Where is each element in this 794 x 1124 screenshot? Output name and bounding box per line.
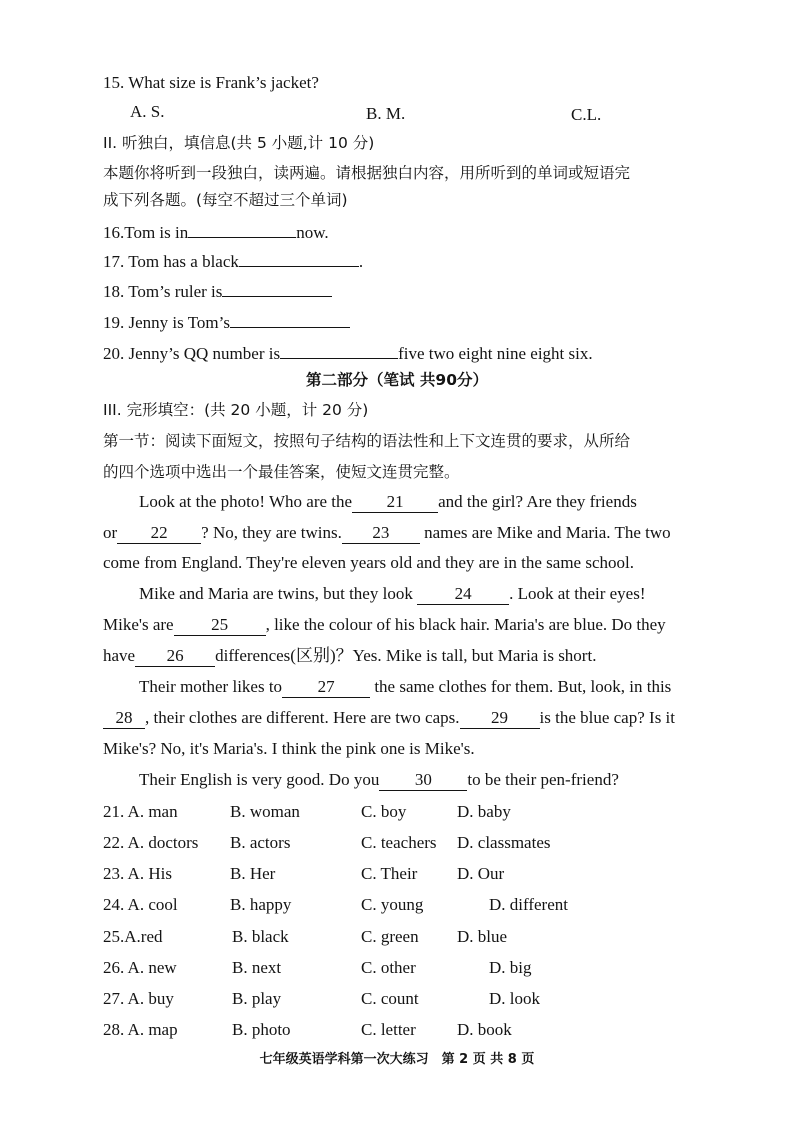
option-22-d: D. classmates — [457, 833, 551, 852]
option-24-a: 24. A. cool — [103, 895, 178, 914]
q15-option-c: C.L. — [571, 105, 602, 124]
option-24-c: C. young — [361, 895, 424, 914]
passage-line-1: Look at the photo! Who are the 21 and the girl? Are they friends — [139, 492, 637, 511]
option-25-c: C. green — [361, 927, 419, 946]
option-25-d: D. blue — [457, 927, 508, 946]
answer-blank-17[interactable] — [239, 247, 359, 267]
section-3-instruction-line2: 的四个选项中选出一个最佳答案，使短文连贯完整。 — [103, 463, 460, 481]
question-18: 18. Tom’s ruler is — [103, 277, 332, 303]
passage-line-2: or 22 ? No, they are twins. 23 names are Mike and Maria. The two — [103, 523, 671, 542]
passage-line-10: Their English is very good. Do you 30 to be their pen-friend? — [139, 770, 619, 789]
question-15: 15. What size is Frank’s jacket? — [103, 73, 319, 92]
section-3-instruction-line1: 第一节：阅读下面短文，按照句子结构的语法性和上下文连贯的要求，从所给 — [103, 432, 631, 450]
question-17: 17. Tom has a black . — [103, 247, 363, 273]
cloze-blank-21[interactable]: 21 — [352, 493, 438, 513]
option-21-b: B. woman — [230, 802, 300, 821]
passage-line-3: come from England. They're eleven years old and they are in the same school. — [103, 553, 634, 572]
cloze-blank-23[interactable]: 23 — [342, 524, 420, 544]
cloze-blank-24[interactable]: 24 — [417, 585, 509, 605]
answer-blank-16[interactable] — [188, 218, 296, 238]
cloze-blank-25[interactable]: 25 — [174, 616, 266, 636]
option-28-a: 28. A. map — [103, 1020, 178, 1039]
page-footer: 七年级英语学科第一次大练习 第 2 页 共 8 页 — [259, 1052, 535, 1067]
passage-line-6: have 26 differences(区别)？Yes. Mike is tall, but Maria is short. — [103, 646, 597, 665]
passage-line-4: Mike and Maria are twins, but they look 24 . Look at their eyes! — [139, 584, 646, 603]
option-24-d: D. different — [489, 895, 568, 914]
option-27-c: C. count — [361, 989, 419, 1008]
answer-blank-18[interactable] — [222, 277, 332, 297]
cloze-blank-30[interactable]: 30 — [379, 771, 467, 791]
option-21-d: D. baby — [457, 802, 511, 821]
option-26-a: 26. A. new — [103, 958, 177, 977]
option-22-a: 22. A. doctors — [103, 833, 199, 852]
option-24-b: B. happy — [230, 895, 292, 914]
cloze-blank-27[interactable]: 27 — [282, 678, 370, 698]
option-27-b: B. play — [232, 989, 282, 1008]
answer-blank-19[interactable] — [230, 308, 350, 328]
option-23-d: D. Our — [457, 864, 505, 883]
option-23-c: C. Their — [361, 864, 418, 883]
question-20: 20. Jenny’s QQ number is five two eight nine eight six. — [103, 339, 593, 365]
option-26-d: D. big — [489, 958, 532, 977]
cloze-blank-26[interactable]: 26 — [135, 647, 215, 667]
section-2-instruction-line1: 本题你将听到一段独白，读两遍。请根据独白内容，用所听到的单词或短语完 — [103, 164, 631, 182]
question-16: 16.Tom is in now. — [103, 218, 329, 244]
passage-line-9: Mike's? No, it's Maria's. I think the pink one is Mike's. — [103, 739, 475, 758]
cloze-blank-22[interactable]: 22 — [117, 524, 201, 544]
cloze-blank-28[interactable]: 28 — [103, 709, 145, 729]
option-28-d: D. book — [457, 1020, 512, 1039]
option-27-a: 27. A. buy — [103, 989, 174, 1008]
cloze-blank-29[interactable]: 29 — [460, 709, 540, 729]
passage-line-8: 28 , their clothes are different. Here are two caps. 29 is the blue cap? Is it — [103, 707, 675, 729]
q15-option-a: A. S. — [130, 102, 165, 121]
option-25-a: 25.A.red — [103, 927, 163, 946]
option-26-c: C. other — [361, 958, 416, 977]
answer-blank-20[interactable] — [280, 339, 398, 359]
option-22-b: B. actors — [230, 833, 291, 852]
question-19: 19. Jenny is Tom’s — [103, 308, 350, 334]
option-26-b: B. next — [232, 958, 282, 977]
section-3-title: III. 完形填空：(共 20 小题，计 20 分) — [103, 401, 369, 419]
option-27-d: D. look — [489, 989, 540, 1008]
option-25-b: B. black — [232, 927, 289, 946]
option-23-b: B. Her — [230, 864, 276, 883]
option-22-c: C. teachers — [361, 833, 437, 852]
section-2-title: II. 听独白，填信息(共 5 小题,计 10 分) — [103, 134, 375, 152]
passage-line-7: Their mother likes to 27 the same clothes for them. But, look, in this — [139, 677, 672, 696]
option-23-a: 23. A. His — [103, 864, 172, 883]
option-28-c: C. letter — [361, 1020, 416, 1039]
option-21-a: 21. A. man — [103, 802, 178, 821]
q15-option-b: B. M. — [366, 104, 406, 123]
section-2-instruction-line2: 成下列各题。(每空不超过三个单词) — [103, 191, 348, 209]
option-28-b: B. photo — [232, 1020, 291, 1039]
part-2-title: 第二部分（笔试 共90分） — [306, 371, 488, 389]
passage-line-5: Mike's are 25 , like the colour of his black hair. Maria's are blue. Do they — [103, 615, 666, 634]
option-21-c: C. boy — [361, 802, 407, 821]
